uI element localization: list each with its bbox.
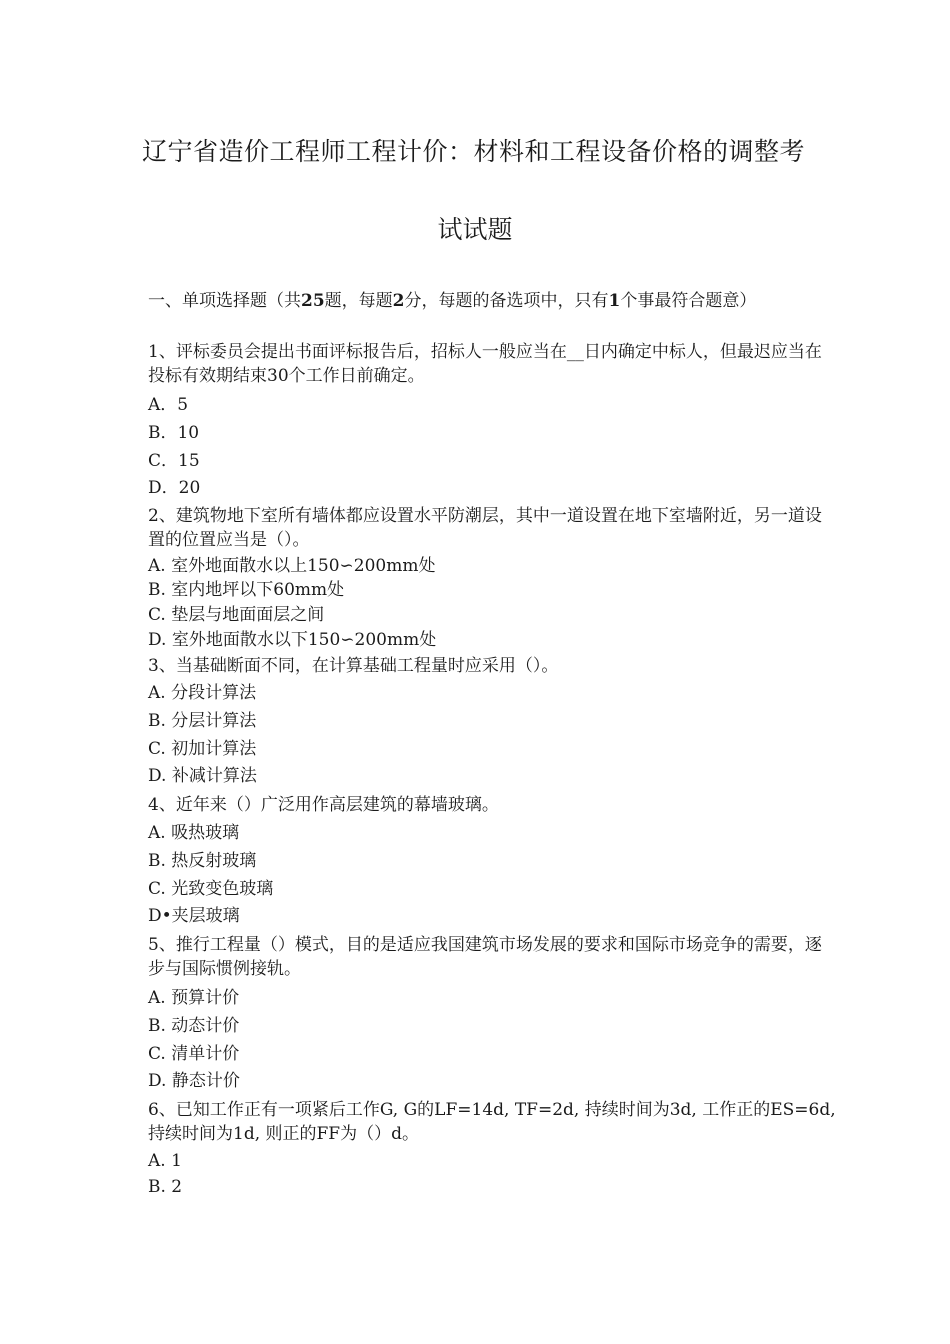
- question-1-option-c: C．15: [148, 451, 200, 471]
- question-6-stem: 6、已知工作正有一项紧后工作G, G的LF=14d, TF=2d, 持续时间为3d, 工作正的ES=6d, 持续时间为1d, 则正的FF为（）d。: [148, 1100, 836, 1144]
- question-4-stem: 4、近年来（）广泛用作高层建筑的幕墙玻璃。: [148, 795, 499, 815]
- question-3-option-d: D. 补减计算法: [148, 766, 257, 786]
- question-2-stem: 2、建筑物地下室所有墙体都应设置水平防潮层，其中一道设置在地下室墙附近，另一道设置的位置应当是（）。: [148, 506, 822, 550]
- question-3-stem: 3、当基础断面不同，在计算基础工程量时应采用（）。: [148, 656, 559, 676]
- document-subtitle: 试试题: [437, 215, 513, 244]
- question-5-stem: 5、推行工程量（）模式，目的是适应我国建筑市场发展的要求和国际市场竞争的需要，逐步与国际惯例接轨。: [148, 935, 822, 979]
- question-4-option-a: A. 吸热玻璃: [148, 823, 240, 843]
- question-1-option-d: D．20: [148, 478, 201, 498]
- question-4-option-c: C. 光致变色玻璃: [148, 879, 274, 899]
- question-1-option-a: A．5: [148, 395, 189, 415]
- question-4-option-b: B. 热反射玻璃: [148, 851, 257, 871]
- question-3-option-c: C. 初加计算法: [148, 739, 257, 759]
- question-5-option-a: A. 预算计价: [148, 988, 240, 1008]
- section-heading: 一、单项选择题（共25题，每题2分，每题的备选项中，只有1个事最符合题意）: [148, 291, 757, 311]
- question-3-option-b: B. 分层计算法: [148, 711, 257, 731]
- question-1-stem: 1、评标委员会提出书面评标报告后，招标人一般应当在__日内确定中标人，但最迟应当在投标有效期结束30个工作日前确定。: [148, 342, 822, 386]
- question-3-option-a: A. 分段计算法: [148, 683, 257, 703]
- question-5-option-b: B. 动态计价: [148, 1016, 240, 1036]
- question-6-option-a: A. 1: [148, 1151, 182, 1171]
- question-2-option-d: D. 室外地面散水以下150∽200mm处: [148, 630, 437, 650]
- question-5-option-d: D. 静态计价: [148, 1071, 240, 1091]
- question-2-option-a: A. 室外地面散水以上150∽200mm处: [148, 556, 436, 576]
- question-2-option-b: B. 室内地坪以下60mm处: [148, 580, 345, 600]
- document-title: 辽宁省造价工程师工程计价：材料和工程设备价格的调整考: [142, 137, 806, 166]
- question-4-option-d: D•夹层玻璃: [148, 906, 240, 926]
- question-6-option-b: B. 2: [148, 1177, 183, 1197]
- question-1-option-b: B．10: [148, 423, 200, 443]
- question-2-option-c: C. 垫层与地面面层之间: [148, 605, 325, 625]
- question-5-option-c: C. 清单计价: [148, 1044, 240, 1064]
